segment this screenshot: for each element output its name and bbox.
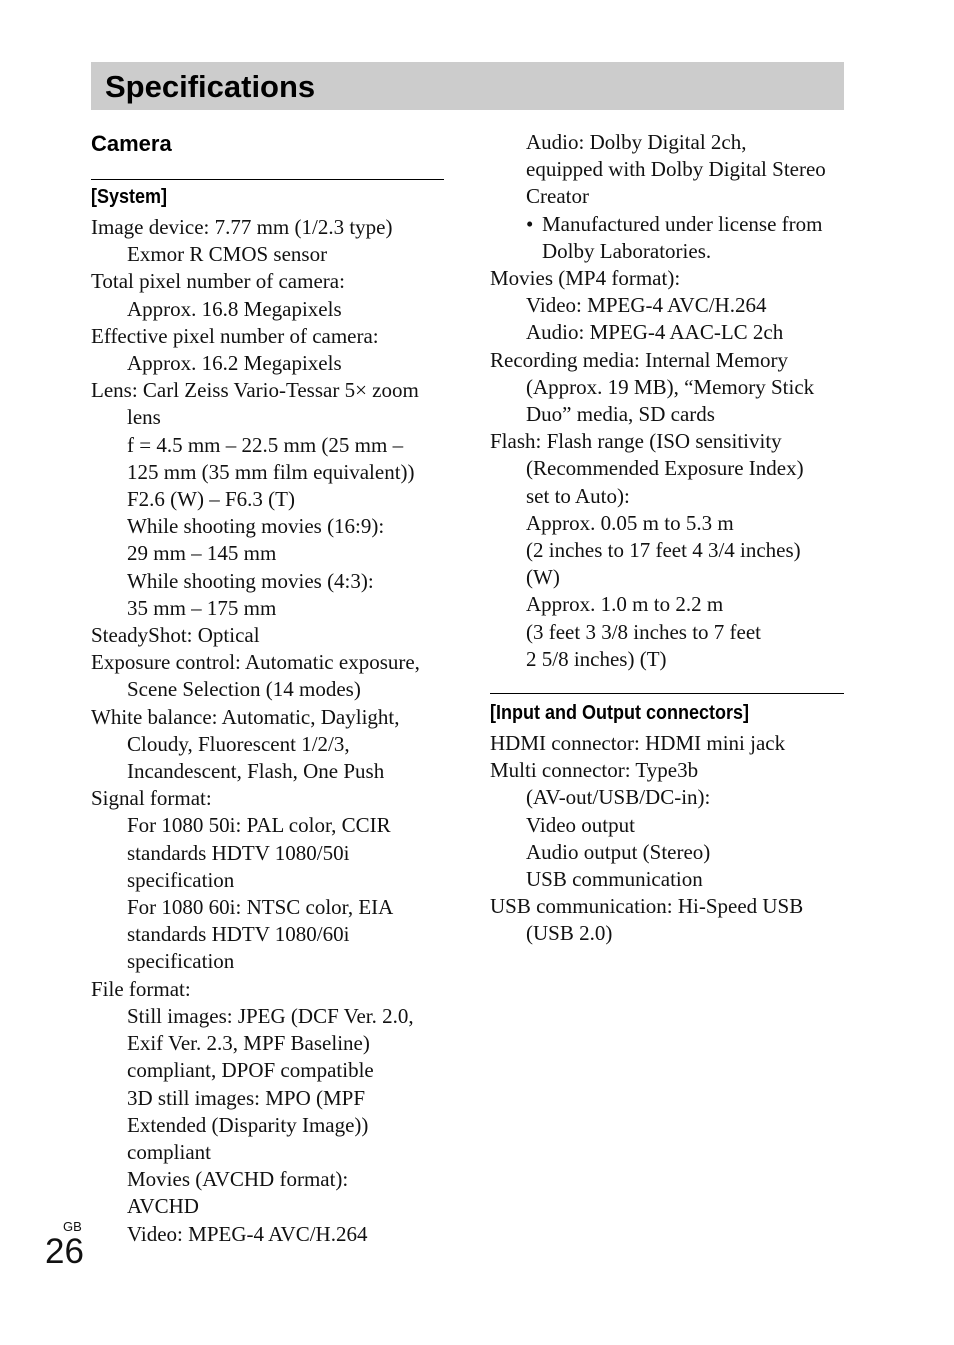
- spec-line: F2.6 (W) – F6.3 (T): [127, 487, 295, 512]
- spec-line: Exif Ver. 2.3, MPF Baseline): [127, 1031, 370, 1056]
- language-code: GB: [63, 1219, 82, 1234]
- spec-line: (Approx. 19 MB), “Memory Stick: [526, 374, 815, 399]
- spec-line: equipped with Dolby Digital Stereo: [526, 157, 826, 182]
- spec-line: Video: MPEG-4 AVC/H.264: [127, 1221, 368, 1246]
- spec-line: Extended (Disparity Image)): [127, 1112, 369, 1137]
- spec-line: USB communication: Hi-Speed USB: [490, 894, 804, 919]
- spec-line: standards HDTV 1080/50i: [127, 840, 350, 865]
- spec-line: compliant: [127, 1139, 211, 1164]
- spec-line: Signal format:: [91, 786, 212, 811]
- spec-line: Effective pixel number of camera:: [91, 323, 379, 348]
- spec-line: 125 mm (35 mm film equivalent)): [127, 459, 415, 484]
- spec-line: Multi connector: Type3b: [490, 758, 699, 783]
- spec-line: (W): [526, 565, 560, 590]
- connectors-spec-list: [490, 730, 844, 948]
- connectors-rule: [490, 693, 844, 694]
- spec-line: SteadyShot: Optical: [91, 623, 260, 648]
- spec-line: File format:: [91, 976, 191, 1001]
- spec-line: Cloudy, Fluorescent 1/2/3,: [127, 731, 350, 756]
- spec-line: Duo” media, SD cards: [526, 402, 715, 427]
- spec-line: Lens: Carl Zeiss Vario-Tessar 5× zoom: [91, 378, 419, 403]
- spec-line: specification: [127, 949, 235, 974]
- system-rule: [91, 179, 444, 180]
- spec-line: lens: [127, 405, 161, 430]
- spec-line: Exposure control: Automatic exposure,: [91, 650, 420, 675]
- spec-line: Audio output (Stereo): [526, 839, 711, 864]
- left-column: [91, 128, 444, 1248]
- spec-line: (Recommended Exposure Index): [526, 456, 804, 481]
- title-bar: [91, 62, 844, 110]
- spec-line-text: Manufactured under license from: [542, 211, 823, 236]
- spec-line: Incandescent, Flash, One Push: [127, 759, 385, 784]
- spec-line: (AV-out/USB/DC-in):: [526, 785, 711, 810]
- spec-line: For 1080 50i: PAL color, CCIR: [127, 813, 391, 838]
- spec-line: f = 4.5 mm – 22.5 mm (25 mm –: [127, 432, 404, 457]
- right-column: [490, 128, 844, 948]
- spec-line: AVCHD: [127, 1194, 199, 1219]
- camera-heading: Camera: [91, 131, 172, 156]
- spec-line: While shooting movies (4:3):: [127, 568, 374, 593]
- spec-line: compliant, DPOF compatible: [127, 1058, 374, 1083]
- spec-line: Flash: Flash range (ISO sensitivity: [490, 429, 782, 454]
- spec-line: While shooting movies (16:9):: [127, 514, 385, 539]
- spec-line: Audio: Dolby Digital 2ch,: [526, 130, 747, 154]
- spec-line: Dolby Laboratories.: [542, 238, 712, 263]
- spec-line: 3D still images: MPO (MPF: [127, 1085, 366, 1110]
- spec-line: (3 feet 3 3/8 inches to 7 feet: [526, 619, 761, 644]
- system-spec-list-continued: [490, 129, 844, 673]
- spec-line: Exmor R CMOS sensor: [127, 242, 328, 267]
- spec-line: Image device: 7.77 mm (1/2.3 type): [91, 215, 393, 239]
- spec-line: standards HDTV 1080/60i: [127, 922, 350, 947]
- spec-line: [490, 211, 844, 238]
- spec-line: (USB 2.0): [526, 921, 613, 946]
- spec-line: HDMI connector: HDMI mini jack: [490, 731, 786, 756]
- spec-line: Movies (AVCHD format):: [127, 1167, 349, 1192]
- spec-line: Creator: [526, 184, 589, 209]
- spec-line: Total pixel number of camera:: [91, 269, 345, 294]
- spec-line: Scene Selection (14 modes): [127, 677, 361, 702]
- spec-line: 2 5/8 inches) (T): [526, 646, 667, 671]
- spec-line: Video output: [526, 812, 635, 837]
- spec-line: Recording media: Internal Memory: [490, 347, 788, 372]
- spec-line: 29 mm – 145 mm: [127, 541, 277, 566]
- spec-line: Video: MPEG-4 AVC/H.264: [526, 293, 767, 318]
- system-heading: [System]: [91, 186, 168, 208]
- spec-line: Audio: MPEG-4 AAC-LC 2ch: [526, 320, 784, 345]
- spec-line: set to Auto):: [526, 483, 630, 508]
- spec-line: Approx. 1.0 m to 2.2 m: [526, 592, 724, 617]
- spec-line: Approx. 16.8 Megapixels: [127, 296, 342, 321]
- spec-line: 35 mm – 175 mm: [127, 595, 277, 620]
- spec-line: Approx. 0.05 m to 5.3 m: [526, 510, 734, 535]
- system-spec-list: [91, 214, 444, 1248]
- page-title: Specifications: [105, 69, 316, 104]
- connectors-heading: [Input and Output connectors]: [490, 702, 749, 725]
- spec-line: For 1080 60i: NTSC color, EIA: [127, 895, 394, 920]
- spec-line: USB communication: [526, 867, 703, 892]
- spec-line: specification: [127, 867, 235, 892]
- bullet-icon: •: [526, 211, 534, 236]
- spec-line: Approx. 16.2 Megapixels: [127, 351, 342, 376]
- spec-line: (2 inches to 17 feet 4 3/4 inches): [526, 538, 801, 563]
- page-number: 26: [45, 1232, 84, 1271]
- spec-line: Movies (MP4 format):: [490, 266, 681, 291]
- spec-line: Still images: JPEG (DCF Ver. 2.0,: [127, 1003, 414, 1028]
- spec-line: White balance: Automatic, Daylight,: [91, 704, 400, 729]
